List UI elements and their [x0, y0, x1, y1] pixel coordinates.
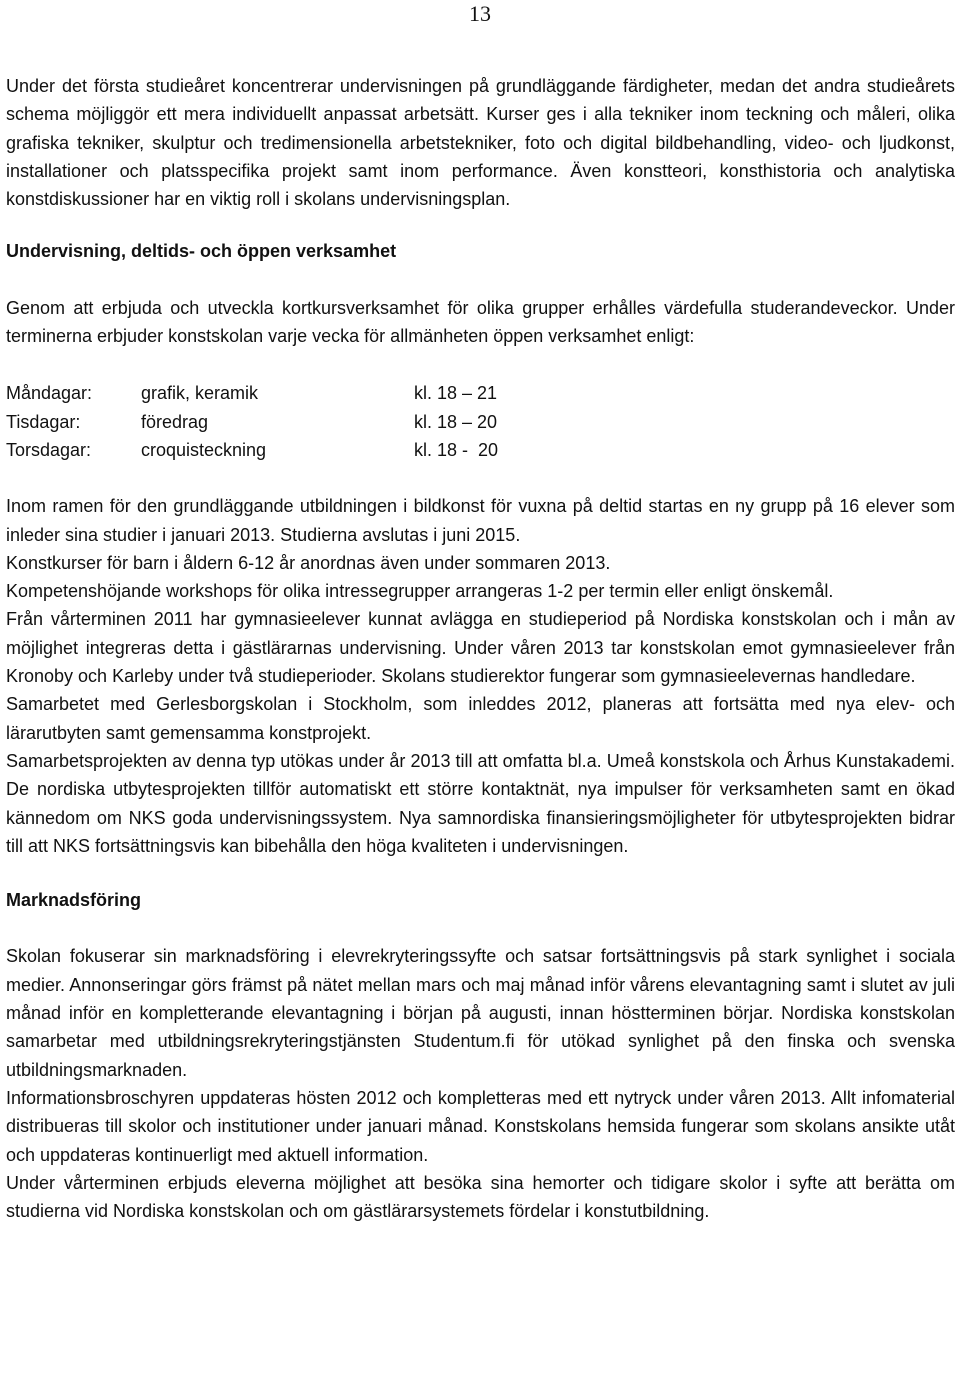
schedule-time: kl. 18 – 20	[414, 411, 498, 432]
schedule-time: kl. 18 – 21	[414, 383, 498, 404]
schedule-activity: föredrag	[141, 411, 209, 432]
undervisning-body	[6, 492, 955, 860]
intro-paragraph: Under det första studieåret koncentrerar undervisningen på grundläggande färdigheter, medan det andra studieårets schema möjliggör ett mera individuellt anpassat arbetsätt. Kurser ges i alla tekniker inom teckning och måleri, olika grafiska tekniker, skulptur och tredimensionella arbetstekniker, foto och digital bildbehandling, video- och ljudkonst, installationer och platsspecifika projekt samt inom performance. Även konstteori, konsthistoria och analytiska konstdiskussioner har en viktig roll i skolans undervisningsplan.	[6, 76, 955, 210]
schedule-row	[6, 436, 955, 464]
schedule-list	[6, 379, 955, 464]
body-paragraph: Samarbetet med Gerlesborgskolan i Stockholm, som inleddes 2012, planeras att fortsätta med nya elev- och lärarutbyten samt gemensamma konstprojekt.	[6, 694, 955, 743]
body-paragraph: Inom ramen för den grundläggande utbildningen i bildkonst för vuxna på deltid startas en ny grupp på 16 elever som inleder sina studier i januari 2013. Studierna avslutas i juni 2015.	[6, 496, 955, 545]
schedule-activity: grafik, keramik	[141, 383, 259, 404]
body-paragraph: Skolan fokuserar sin marknadsföring i elevrekryteringssyfte och satsar fortsättningsvis på stark synlighet i sociala medier. Annonseringar görs främst på nätet mellan mars och maj månad inför vårens elevantagning samt i slutet av juli månad inför en kompletterande elevantagning i början på augusti, innan höstterminen börjar. Nordiska konstskolan samarbetar med utbildningsrekryteringstjänsten Studentum.fi för utökad synlighet på den finska och svenska utbildningsmarknaden.	[6, 946, 955, 1080]
body-paragraph: Konstkurser för barn i åldern 6-12 år anordnas även under sommaren 2013.	[6, 552, 611, 573]
body-paragraph: Samarbetsprojekten av denna typ utökas under år 2013 till att omfatta bl.a. Umeå konstskola och Århus Kunstakademi. De nordiska utbytesprojekten tillför automatiskt ett större kontaktnät, nya impulser för verksamheten samt en ökad kännedom om NKS goda undervisningssystem. Nya samnordiska finansieringsmöjligheter för utbytesprojekten bidrar till att NKS fortsättningsvis kan bibehålla den höga kvaliteten i undervisningen.	[6, 750, 955, 856]
body-paragraph: Kompetenshöjande workshops för olika intressegrupper arrangeras 1-2 per termin eller enligt önskemål.	[6, 581, 834, 602]
body-paragraph: Under vårterminen erbjuds eleverna möjlighet att besöka sina hemorter och tidigare skolor i syfte att berätta om studierna vid Nordiska konstskolan och om gästlärarsystemets fördelar i konstutbildning.	[6, 1172, 955, 1222]
schedule-row	[6, 408, 955, 436]
schedule-day: Måndagar:	[6, 383, 93, 404]
body-paragraph: Från vårterminen 2011 har gymnasieelever kunnat avlägga en studieperiod på Nordiska konstskolan och i mån av möjlighet integreras detta i gästlärarnas undervisning. Under våren 2013 tar konstskolan emot gymnasieelever från Kronoby och Karleby under två studieperioder. Skolans studierektor fungerar som gymnasieelevernas handledare.	[6, 609, 955, 687]
schedule-day: Tisdagar:	[6, 411, 81, 432]
schedule-activity: croquisteckning	[141, 439, 267, 460]
section-heading-undervisning: Undervisning, deltids- och öppen verksamhet	[6, 241, 397, 262]
section-heading-marknadsforing: Marknadsföring	[6, 890, 142, 911]
schedule-row	[6, 379, 955, 407]
body-paragraph: Informationsbroschyren uppdateras hösten 2012 och kompletteras med ett nytryck under våren 2013. Allt infomaterial distribueras till skolor och institutioner under januari månad. Konstskolans hemsida fungerar som skolans ansikte utåt och uppdateras kontinuerligt med aktuell information.	[6, 1087, 955, 1165]
schedule-time: kl. 18 - 20	[414, 439, 499, 460]
undervisning-intro-paragraph: Genom att erbjuda och utveckla kortkursverksamhet för olika grupper erhålles värdefulla studerandeveckor. Under terminerna erbjuder konstskolan varje vecka för allmänheten öppen verksamhet enligt:	[6, 297, 955, 347]
page-content	[6, 72, 955, 1251]
marknadsforing-body	[6, 942, 955, 1225]
page-number: 13	[469, 1, 491, 26]
schedule-day: Torsdagar:	[6, 439, 92, 460]
